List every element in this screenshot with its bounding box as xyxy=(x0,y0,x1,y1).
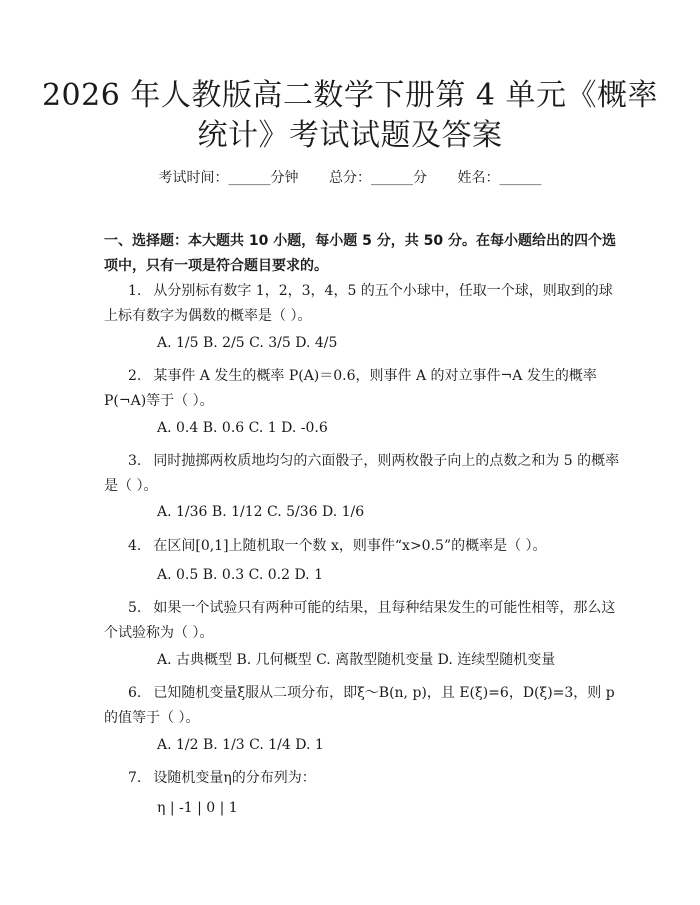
question-number: 6. xyxy=(128,685,142,701)
question-text: 如果一个试验只有两种可能的结果，且每种结果发生的可能性相等，那么这个试验称为（ ）。 xyxy=(104,600,616,641)
question-number: 1. xyxy=(128,283,142,299)
section-heading-choice: 一、选择题：本大题共 10 小题，每小题 5 分，共 50 分。在每小题给出的四个选项中，只有一项是符合题目要求的。 xyxy=(104,233,616,274)
question-text: 某事件 A 发生的概率 P(A)＝0.6，则事件 A 的对立事件¬A 发生的概率 P(¬A)等于（ ）。 xyxy=(104,368,597,409)
question-3 xyxy=(104,449,624,499)
question-1-options: A. 1/5 B. 2/5 C. 3/5 D. 4/5 xyxy=(157,335,338,351)
question-2 xyxy=(104,364,624,414)
question-text: 同时抛掷两枚质地均匀的六面骰子，则两枚骰子向上的点数之和为 5 的概率是（ ）。 xyxy=(104,453,620,494)
question-4-options: A. 0.5 B. 0.3 C. 0.2 D. 1 xyxy=(157,567,323,583)
question-number: 2. xyxy=(128,368,142,384)
question-6 xyxy=(104,681,624,731)
question-7-distribution-row: η | -1 | 0 | 1 xyxy=(157,800,238,816)
question-text: 从分别标有数字 1，2，3，4，5 的五个小球中，任取一个球，则取到的球上标有数字为偶数的概率是（ ）。 xyxy=(104,283,613,324)
question-5 xyxy=(104,596,624,646)
question-5-options: A. 古典概型 B. 几何概型 C. 离散型随机变量 D. 连续型随机变量 xyxy=(157,652,556,668)
question-number: 3. xyxy=(128,453,142,469)
question-text: 在区间[0,1]上随机取一个数 x，则事件“x>0.5”的概率是（ ）。 xyxy=(153,538,547,554)
question-text: 已知随机变量ξ服从二项分布，即ξ～B(n, p)，且 E(ξ)=6，D(ξ)=3，则 p 的值等于（ ）。 xyxy=(104,685,615,726)
question-2-options: A. 0.4 B. 0.6 C. 1 D. -0.6 xyxy=(157,420,328,436)
question-number: 4. xyxy=(128,538,142,554)
exam-time: 考试时间：______分钟 xyxy=(158,170,299,186)
question-text: 设随机变量η的分布列为： xyxy=(153,770,316,786)
document-title-line-2: 统计》考试试题及答案 xyxy=(197,118,503,153)
question-4 xyxy=(104,534,624,559)
question-3-options: A. 1/36 B. 1/12 C. 5/36 D. 1/6 xyxy=(157,504,365,520)
question-number: 7. xyxy=(128,770,142,786)
exam-meta xyxy=(0,168,700,188)
exam-total-score: 总分：______分 xyxy=(329,170,427,186)
question-number: 5. xyxy=(128,600,142,616)
document-title-line-1: 2026 年人教版高二数学下册第 4 单元《概率 xyxy=(41,78,659,113)
exam-name: 姓名：______ xyxy=(457,170,542,186)
question-1 xyxy=(104,279,624,329)
question-6-options: A. 1/2 B. 1/3 C. 1/4 D. 1 xyxy=(157,737,324,753)
question-7 xyxy=(104,766,624,791)
